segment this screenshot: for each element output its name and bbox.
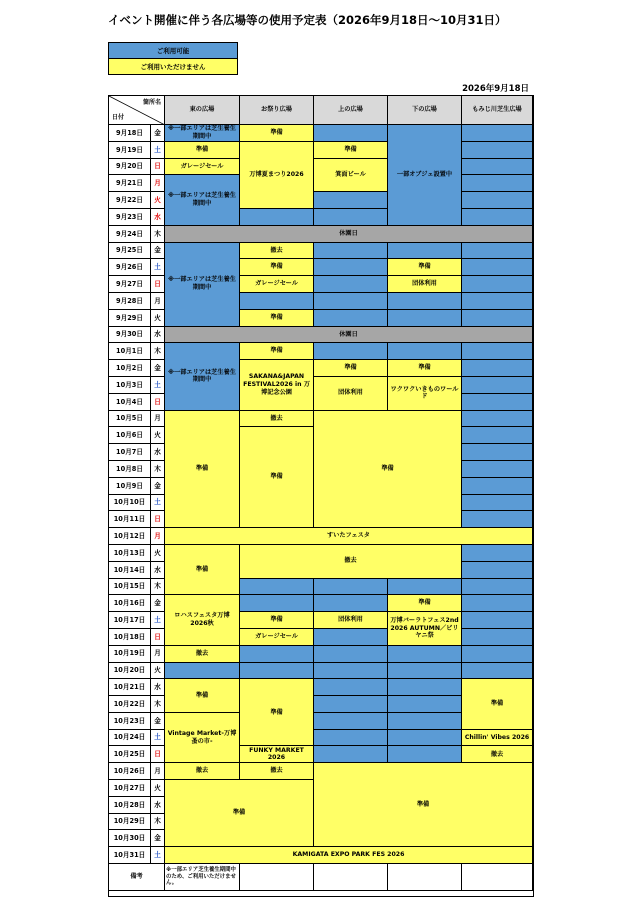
date-cell: 10月7日 bbox=[109, 444, 151, 461]
date-cell: 9月22日 bbox=[109, 192, 151, 209]
weekday-cell: 土 bbox=[151, 730, 165, 747]
date-cell: 10月1日 bbox=[109, 343, 151, 360]
weekday-cell: 金 bbox=[151, 713, 165, 730]
weekday-cell: 土 bbox=[151, 495, 165, 512]
schedule-cell bbox=[462, 461, 533, 478]
weekday-cell: 金 bbox=[151, 243, 165, 260]
schedule-cell bbox=[240, 579, 314, 596]
schedule-cell bbox=[462, 562, 533, 579]
schedule-cell bbox=[314, 629, 388, 646]
schedule-cell bbox=[462, 142, 533, 159]
schedule-cell: 準備 bbox=[314, 142, 388, 159]
schedule-cell: 準備 bbox=[165, 545, 240, 595]
weekday-cell: 日 bbox=[151, 159, 165, 176]
schedule-cell bbox=[462, 579, 533, 596]
date-cell: 10月18日 bbox=[109, 629, 151, 646]
schedule-cell: 撤去 bbox=[165, 646, 240, 663]
weekday-cell: 月 bbox=[151, 411, 165, 428]
date-cell: 10月16日 bbox=[109, 595, 151, 612]
schedule-cell: ※一部エリアは芝生養生期間中 bbox=[165, 125, 240, 142]
date-cell: 10月28日 bbox=[109, 797, 151, 814]
schedule-cell: Vintage Market-万博蚤の市- bbox=[165, 713, 240, 763]
schedule-cell bbox=[388, 730, 462, 747]
schedule-cell: 撤去 bbox=[240, 243, 314, 260]
schedule-cell bbox=[314, 293, 388, 310]
date-cell: 9月23日 bbox=[109, 209, 151, 226]
weekday-cell: 日 bbox=[151, 276, 165, 293]
schedule-cell bbox=[314, 730, 388, 747]
schedule-cell: 準備 bbox=[240, 259, 314, 276]
weekday-cell: 火 bbox=[151, 663, 165, 680]
schedule-cell: 準備 bbox=[388, 360, 462, 377]
schedule-cell bbox=[462, 444, 533, 461]
schedule-cell: ガレージセール bbox=[165, 159, 240, 176]
schedule-cell bbox=[462, 175, 533, 192]
schedule-cell: ロハスフェスタ万博2026秋 bbox=[165, 595, 240, 645]
date-cell: 9月28日 bbox=[109, 293, 151, 310]
schedule-cell: ※一部エリアは芝生養生期間中 bbox=[165, 175, 240, 225]
schedule-cell bbox=[388, 746, 462, 763]
remarks-cell bbox=[462, 864, 533, 891]
print-date: 2026年9月18日 bbox=[462, 84, 529, 94]
weekday-cell: 土 bbox=[151, 377, 165, 394]
schedule-cell bbox=[462, 276, 533, 293]
schedule-cell bbox=[462, 411, 533, 428]
date-cell: 10月21日 bbox=[109, 679, 151, 696]
schedule-cell bbox=[462, 159, 533, 176]
date-cell: 10月13日 bbox=[109, 545, 151, 562]
date-cell: 9月25日 bbox=[109, 243, 151, 260]
schedule-cell bbox=[462, 427, 533, 444]
weekday-cell: 木 bbox=[151, 226, 165, 243]
date-cell: 10月22日 bbox=[109, 696, 151, 713]
date-cell: 9月30日 bbox=[109, 327, 151, 344]
schedule-cell: 撤去 bbox=[240, 545, 462, 579]
weekday-cell: 水 bbox=[151, 797, 165, 814]
schedule-cell bbox=[314, 646, 388, 663]
schedule-cell bbox=[314, 663, 388, 680]
schedule-cell bbox=[240, 209, 314, 226]
date-cell: 10月11日 bbox=[109, 511, 151, 528]
schedule-cell: 準備 bbox=[240, 343, 314, 360]
corner-header bbox=[109, 96, 165, 125]
schedule-cell: FUNKY MARKET 2026 bbox=[240, 746, 314, 763]
schedule-cell bbox=[240, 663, 314, 680]
date-cell: 10月10日 bbox=[109, 495, 151, 512]
schedule-cell bbox=[462, 646, 533, 663]
weekday-cell: 水 bbox=[151, 327, 165, 344]
schedule-cell bbox=[314, 579, 388, 596]
date-cell: 10月19日 bbox=[109, 646, 151, 663]
date-cell: 10月8日 bbox=[109, 461, 151, 478]
weekday-cell: 木 bbox=[151, 579, 165, 596]
date-cell: 10月15日 bbox=[109, 579, 151, 596]
schedule-cell bbox=[388, 663, 462, 680]
schedule-cell bbox=[388, 579, 462, 596]
weekday-cell: 火 bbox=[151, 780, 165, 797]
date-cell: 9月24日 bbox=[109, 226, 151, 243]
weekday-cell: 水 bbox=[151, 562, 165, 579]
schedule-cell bbox=[314, 259, 388, 276]
venue-header-momiji: もみじ川芝生広場 bbox=[462, 96, 533, 125]
schedule-cell bbox=[462, 377, 533, 394]
schedule-cell: 準備 bbox=[314, 763, 533, 847]
schedule-cell bbox=[314, 696, 388, 713]
weekday-cell: 火 bbox=[151, 545, 165, 562]
schedule-cell bbox=[462, 629, 533, 646]
schedule-cell bbox=[314, 243, 388, 260]
page-title: イベント開催に伴う各広場等の使用予定表（2026年9月18日～10月31日） bbox=[108, 13, 507, 27]
schedule-cell: 準備 bbox=[165, 780, 314, 847]
remarks-cell bbox=[388, 864, 462, 891]
weekday-cell: 月 bbox=[151, 293, 165, 310]
schedule-cell bbox=[462, 192, 533, 209]
schedule-cell: 準備 bbox=[240, 612, 314, 629]
schedule-cell: 撤去 bbox=[462, 746, 533, 763]
schedule-cell bbox=[314, 713, 388, 730]
weekday-cell: 日 bbox=[151, 629, 165, 646]
weekday-cell: 金 bbox=[151, 595, 165, 612]
weekday-cell: 木 bbox=[151, 461, 165, 478]
date-cell: 10月27日 bbox=[109, 780, 151, 797]
schedule-cell: 撤去 bbox=[240, 763, 314, 780]
schedule-cell bbox=[462, 612, 533, 629]
schedule-cell bbox=[388, 293, 462, 310]
date-cell: 9月21日 bbox=[109, 175, 151, 192]
schedule-cell: ※一部エリアは芝生養生期間中 bbox=[165, 243, 240, 327]
schedule-cell bbox=[462, 243, 533, 260]
remarks-cell bbox=[240, 864, 314, 891]
weekday-cell: 月 bbox=[151, 763, 165, 780]
schedule-cell bbox=[388, 343, 462, 360]
schedule-cell: 準備 bbox=[388, 595, 462, 612]
date-cell: 10月23日 bbox=[109, 713, 151, 730]
schedule-cell bbox=[388, 310, 462, 327]
schedule-cell bbox=[388, 243, 462, 260]
schedule-table bbox=[108, 95, 534, 897]
schedule-cell bbox=[462, 259, 533, 276]
weekday-cell: 水 bbox=[151, 444, 165, 461]
legend bbox=[108, 42, 238, 75]
schedule-cell bbox=[462, 343, 533, 360]
schedule-cell bbox=[314, 192, 388, 209]
weekday-cell: 金 bbox=[151, 125, 165, 142]
schedule-cell: 準備 bbox=[240, 679, 314, 746]
date-cell: 10月9日 bbox=[109, 478, 151, 495]
schedule-cell: 準備 bbox=[165, 142, 240, 159]
schedule-cell: 準備 bbox=[314, 411, 462, 529]
date-cell: 10月6日 bbox=[109, 427, 151, 444]
schedule-cell bbox=[314, 595, 388, 612]
weekday-cell: 月 bbox=[151, 646, 165, 663]
schedule-cell: 休園日 bbox=[165, 327, 533, 344]
weekday-cell: 日 bbox=[151, 394, 165, 411]
schedule-cell bbox=[240, 293, 314, 310]
date-cell: 10月12日 bbox=[109, 528, 151, 545]
schedule-cell bbox=[240, 646, 314, 663]
weekday-cell: 日 bbox=[151, 511, 165, 528]
schedule-cell: 団体利用 bbox=[388, 276, 462, 293]
schedule-cell: ガレージセール bbox=[240, 629, 314, 646]
schedule-cell: 準備 bbox=[240, 310, 314, 327]
schedule-cell bbox=[462, 360, 533, 377]
remarks-east: ※一部エリア芝生養生期間中のため、ご利用いただけません。 bbox=[165, 864, 240, 891]
schedule-cell bbox=[314, 679, 388, 696]
schedule-cell bbox=[462, 545, 533, 562]
schedule-cell bbox=[388, 696, 462, 713]
schedule-cell bbox=[388, 679, 462, 696]
schedule-cell bbox=[165, 663, 240, 680]
date-cell: 10月25日 bbox=[109, 746, 151, 763]
schedule-cell: 万博バーラトフェス2nd 2026 AUTUMN／ビリヤニ祭 bbox=[388, 612, 462, 646]
schedule-cell bbox=[388, 713, 462, 730]
weekday-cell: 土 bbox=[151, 612, 165, 629]
schedule-cell bbox=[462, 310, 533, 327]
schedule-cell bbox=[314, 125, 388, 142]
schedule-cell: 団体利用 bbox=[314, 612, 388, 629]
legend-available: ご利用可能 bbox=[109, 43, 238, 59]
schedule-cell bbox=[240, 595, 314, 612]
date-cell: 10月20日 bbox=[109, 663, 151, 680]
date-cell: 10月3日 bbox=[109, 377, 151, 394]
schedule-cell bbox=[462, 125, 533, 142]
schedule-cell bbox=[314, 746, 388, 763]
venue-header-east: 東の広場 bbox=[165, 96, 240, 125]
corner-venue-label: 箇所名 bbox=[142, 99, 161, 106]
schedule-cell bbox=[462, 663, 533, 680]
weekday-cell: 木 bbox=[151, 696, 165, 713]
schedule-cell bbox=[388, 646, 462, 663]
remarks-label: 備考 bbox=[109, 864, 165, 891]
weekday-cell: 土 bbox=[151, 847, 165, 864]
venue-header-upper: 上の広場 bbox=[314, 96, 388, 125]
weekday-cell: 水 bbox=[151, 209, 165, 226]
schedule-cell bbox=[462, 595, 533, 612]
schedule-cell: KAMIGATA EXPO PARK FES 2026 bbox=[165, 847, 533, 864]
schedule-cell: すいたフェスタ bbox=[165, 528, 533, 545]
schedule-cell: 休園日 bbox=[165, 226, 533, 243]
schedule-cell: 撤去 bbox=[240, 411, 314, 428]
schedule-cell bbox=[314, 276, 388, 293]
schedule-cell: ※一部エリアは芝生養生期間中 bbox=[165, 343, 240, 410]
schedule-cell: 準備 bbox=[462, 679, 533, 729]
weekday-cell: 土 bbox=[151, 259, 165, 276]
schedule-cell bbox=[462, 394, 533, 411]
weekday-cell: 日 bbox=[151, 746, 165, 763]
schedule-cell bbox=[462, 478, 533, 495]
schedule-cell: 準備 bbox=[388, 259, 462, 276]
weekday-cell: 金 bbox=[151, 360, 165, 377]
weekday-cell: 木 bbox=[151, 343, 165, 360]
date-cell: 10月4日 bbox=[109, 394, 151, 411]
date-cell: 9月20日 bbox=[109, 159, 151, 176]
date-cell: 9月27日 bbox=[109, 276, 151, 293]
weekday-cell: 火 bbox=[151, 427, 165, 444]
schedule-cell: ガレージセール bbox=[240, 276, 314, 293]
weekday-cell: 木 bbox=[151, 814, 165, 831]
schedule-cell: 万博夏まつり2026 bbox=[240, 142, 314, 209]
weekday-cell: 土 bbox=[151, 142, 165, 159]
venue-header-lower: 下の広場 bbox=[388, 96, 462, 125]
schedule-cell: 準備 bbox=[240, 125, 314, 142]
date-cell: 10月31日 bbox=[109, 847, 151, 864]
weekday-cell: 火 bbox=[151, 310, 165, 327]
corner-date-label: 日付 bbox=[112, 113, 125, 121]
date-cell: 9月19日 bbox=[109, 142, 151, 159]
schedule-cell: ワクワクいきものワールド bbox=[388, 377, 462, 411]
date-cell: 10月24日 bbox=[109, 730, 151, 747]
schedule-cell: 一部オブジェ設置中 bbox=[388, 125, 462, 226]
schedule-cell: Chillin' Vibes 2026 bbox=[462, 730, 533, 747]
weekday-cell: 金 bbox=[151, 830, 165, 847]
date-cell: 10月2日 bbox=[109, 360, 151, 377]
schedule-cell bbox=[314, 209, 388, 226]
schedule-cell bbox=[462, 209, 533, 226]
date-cell: 10月14日 bbox=[109, 562, 151, 579]
date-cell: 10月30日 bbox=[109, 830, 151, 847]
schedule-cell bbox=[314, 310, 388, 327]
venue-header-festival: お祭り広場 bbox=[240, 96, 314, 125]
schedule-cell: 準備 bbox=[314, 360, 388, 377]
date-cell: 9月18日 bbox=[109, 125, 151, 142]
schedule-cell bbox=[462, 293, 533, 310]
date-cell: 10月26日 bbox=[109, 763, 151, 780]
schedule-cell bbox=[462, 511, 533, 528]
weekday-cell: 月 bbox=[151, 528, 165, 545]
schedule-cell: 準備 bbox=[165, 679, 240, 713]
schedule-cell bbox=[462, 495, 533, 512]
schedule-cell: SAKANA&JAPAN FESTIVAL2026 in 万博記念公園 bbox=[240, 360, 314, 410]
schedule-cell: 箕面ビール bbox=[314, 159, 388, 193]
date-cell: 10月5日 bbox=[109, 411, 151, 428]
remarks-cell bbox=[314, 864, 388, 891]
schedule-cell: 撤去 bbox=[165, 763, 240, 780]
date-cell: 9月26日 bbox=[109, 259, 151, 276]
date-cell: 10月17日 bbox=[109, 612, 151, 629]
weekday-cell: 水 bbox=[151, 679, 165, 696]
schedule-cell: 準備 bbox=[165, 411, 240, 529]
schedule-cell: 団体利用 bbox=[314, 377, 388, 411]
weekday-cell: 月 bbox=[151, 175, 165, 192]
weekday-cell: 火 bbox=[151, 192, 165, 209]
schedule-cell: 準備 bbox=[240, 427, 314, 528]
weekday-cell: 金 bbox=[151, 478, 165, 495]
legend-unavailable: ご利用いただけません bbox=[109, 59, 238, 75]
schedule-cell bbox=[314, 343, 388, 360]
date-cell: 9月29日 bbox=[109, 310, 151, 327]
date-cell: 10月29日 bbox=[109, 814, 151, 831]
